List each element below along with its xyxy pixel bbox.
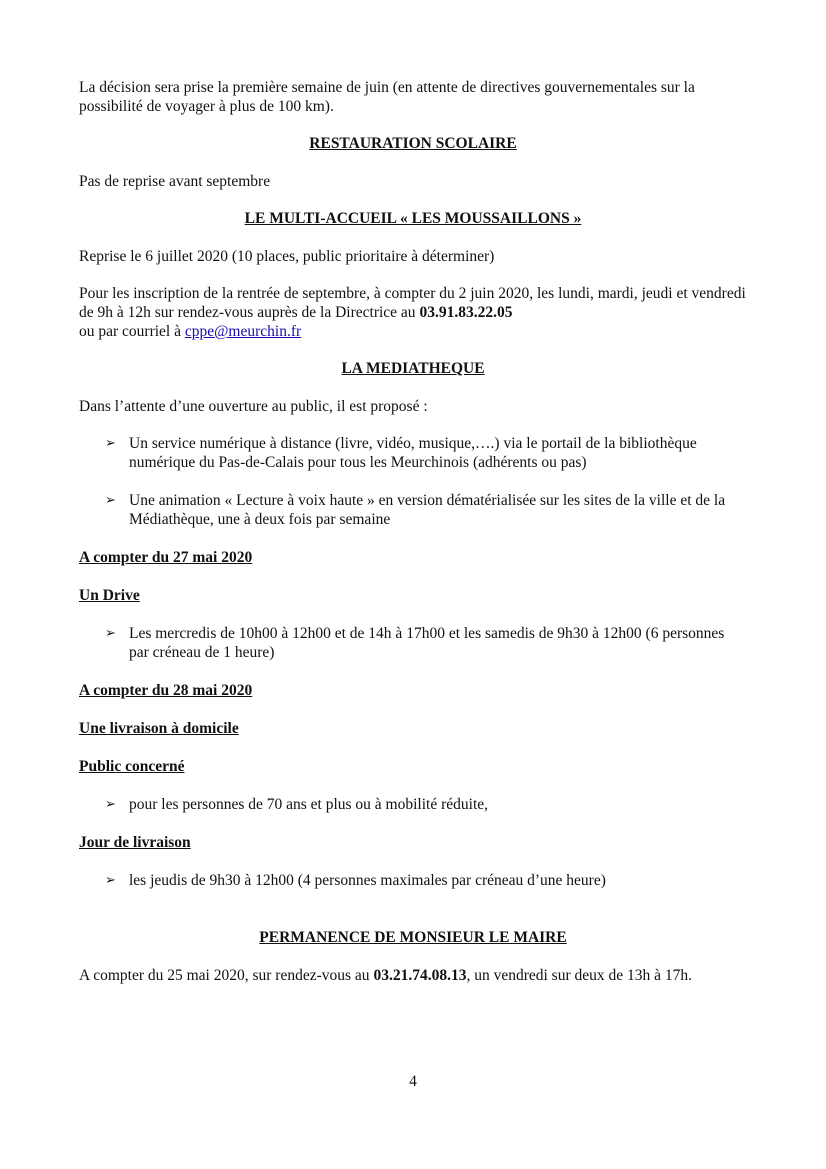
arrow-bullet-icon: ➢ bbox=[105, 797, 116, 812]
list-item bbox=[79, 624, 747, 662]
date-28-mai: A compter du 28 mai 2020 bbox=[79, 682, 253, 699]
date-27-mai: A compter du 27 mai 2020 bbox=[79, 549, 253, 566]
jour-title: Jour de livraison bbox=[79, 834, 191, 851]
bullet-text: pour les personnes de 70 ans et plus ou à mobilité réduite, bbox=[129, 796, 489, 813]
arrow-bullet-icon: ➢ bbox=[105, 493, 116, 508]
email-link[interactable]: cppe@meurchin.fr bbox=[184, 323, 302, 340]
bullet-text: les jeudis de 9h30 à 12h00 (4 personnes maximales par créneau d’une heure) bbox=[129, 872, 606, 889]
bullet-text: Les mercredis de 10h00 à 12h00 et de 14h à 17h00 et les samedis de 9h30 à 12h00 (6 personnes par créneau de 1 heure) bbox=[129, 625, 725, 661]
mediatheque-intro: Dans l’attente d’une ouverture au public, il est proposé : bbox=[79, 398, 428, 415]
multiaccueil-phone: 03.91.83.22.05 bbox=[419, 304, 513, 321]
intro-paragraph: La décision sera prise la première semaine de juin (en attente de directives gouvernementales sur la possibilité de voyager à plus de 100 km). bbox=[79, 79, 695, 115]
list-item bbox=[79, 795, 747, 814]
page-number: 4 bbox=[409, 1073, 417, 1090]
permanence-heading: PERMANENCE DE MONSIEUR LE MAIRE bbox=[259, 929, 567, 946]
permanence-text-after: , un vendredi sur deux de 13h à 17h. bbox=[466, 967, 692, 984]
public-title: Public concerné bbox=[79, 758, 185, 775]
restauration-text: Pas de reprise avant septembre bbox=[79, 173, 271, 190]
list-item bbox=[79, 871, 747, 890]
arrow-bullet-icon: ➢ bbox=[105, 873, 116, 888]
drive-title: Un Drive bbox=[79, 587, 140, 604]
livraison-title: Une livraison à domicile bbox=[79, 720, 239, 737]
list-item bbox=[79, 434, 747, 472]
multiaccueil-heading: LE MULTI-ACCUEIL « LES MOUSSAILLONS » bbox=[244, 210, 582, 227]
inscription-text: Pour les inscription de la rentrée de septembre, à compter du 2 juin 2020, les lundi, mardi, jeudi et vendredi de 9h à 12h sur rendez-vous auprès de la Directrice au bbox=[79, 285, 746, 321]
document-page bbox=[79, 78, 747, 1003]
courriel-prefix: ou par courriel à bbox=[79, 323, 185, 340]
multiaccueil-reprise: Reprise le 6 juillet 2020 (10 places, public prioritaire à déterminer) bbox=[79, 248, 495, 265]
bullet-text: Un service numérique à distance (livre, vidéo, musique,….) via le portail de la bibliothèque numérique du Pas-de-Calais pour tous les Meurchinois (adhérents ou pas) bbox=[129, 435, 697, 471]
arrow-bullet-icon: ➢ bbox=[105, 436, 116, 451]
bullet-text: Une animation « Lecture à voix haute » en version dématérialisée sur les sites de la ville et de la Médiathèque, une à deux fois par semaine bbox=[129, 492, 726, 528]
permanence-text bbox=[79, 966, 747, 985]
mediatheque-heading: LA MEDIATHEQUE bbox=[341, 360, 485, 377]
list-item bbox=[79, 491, 747, 529]
restauration-heading: RESTAURATION SCOLAIRE bbox=[309, 135, 517, 152]
permanence-text-before: A compter du 25 mai 2020, sur rendez-vous au bbox=[79, 967, 374, 984]
arrow-bullet-icon: ➢ bbox=[105, 626, 116, 641]
permanence-phone: 03.21.74.08.13 bbox=[373, 967, 467, 984]
multiaccueil-inscription bbox=[79, 284, 747, 341]
